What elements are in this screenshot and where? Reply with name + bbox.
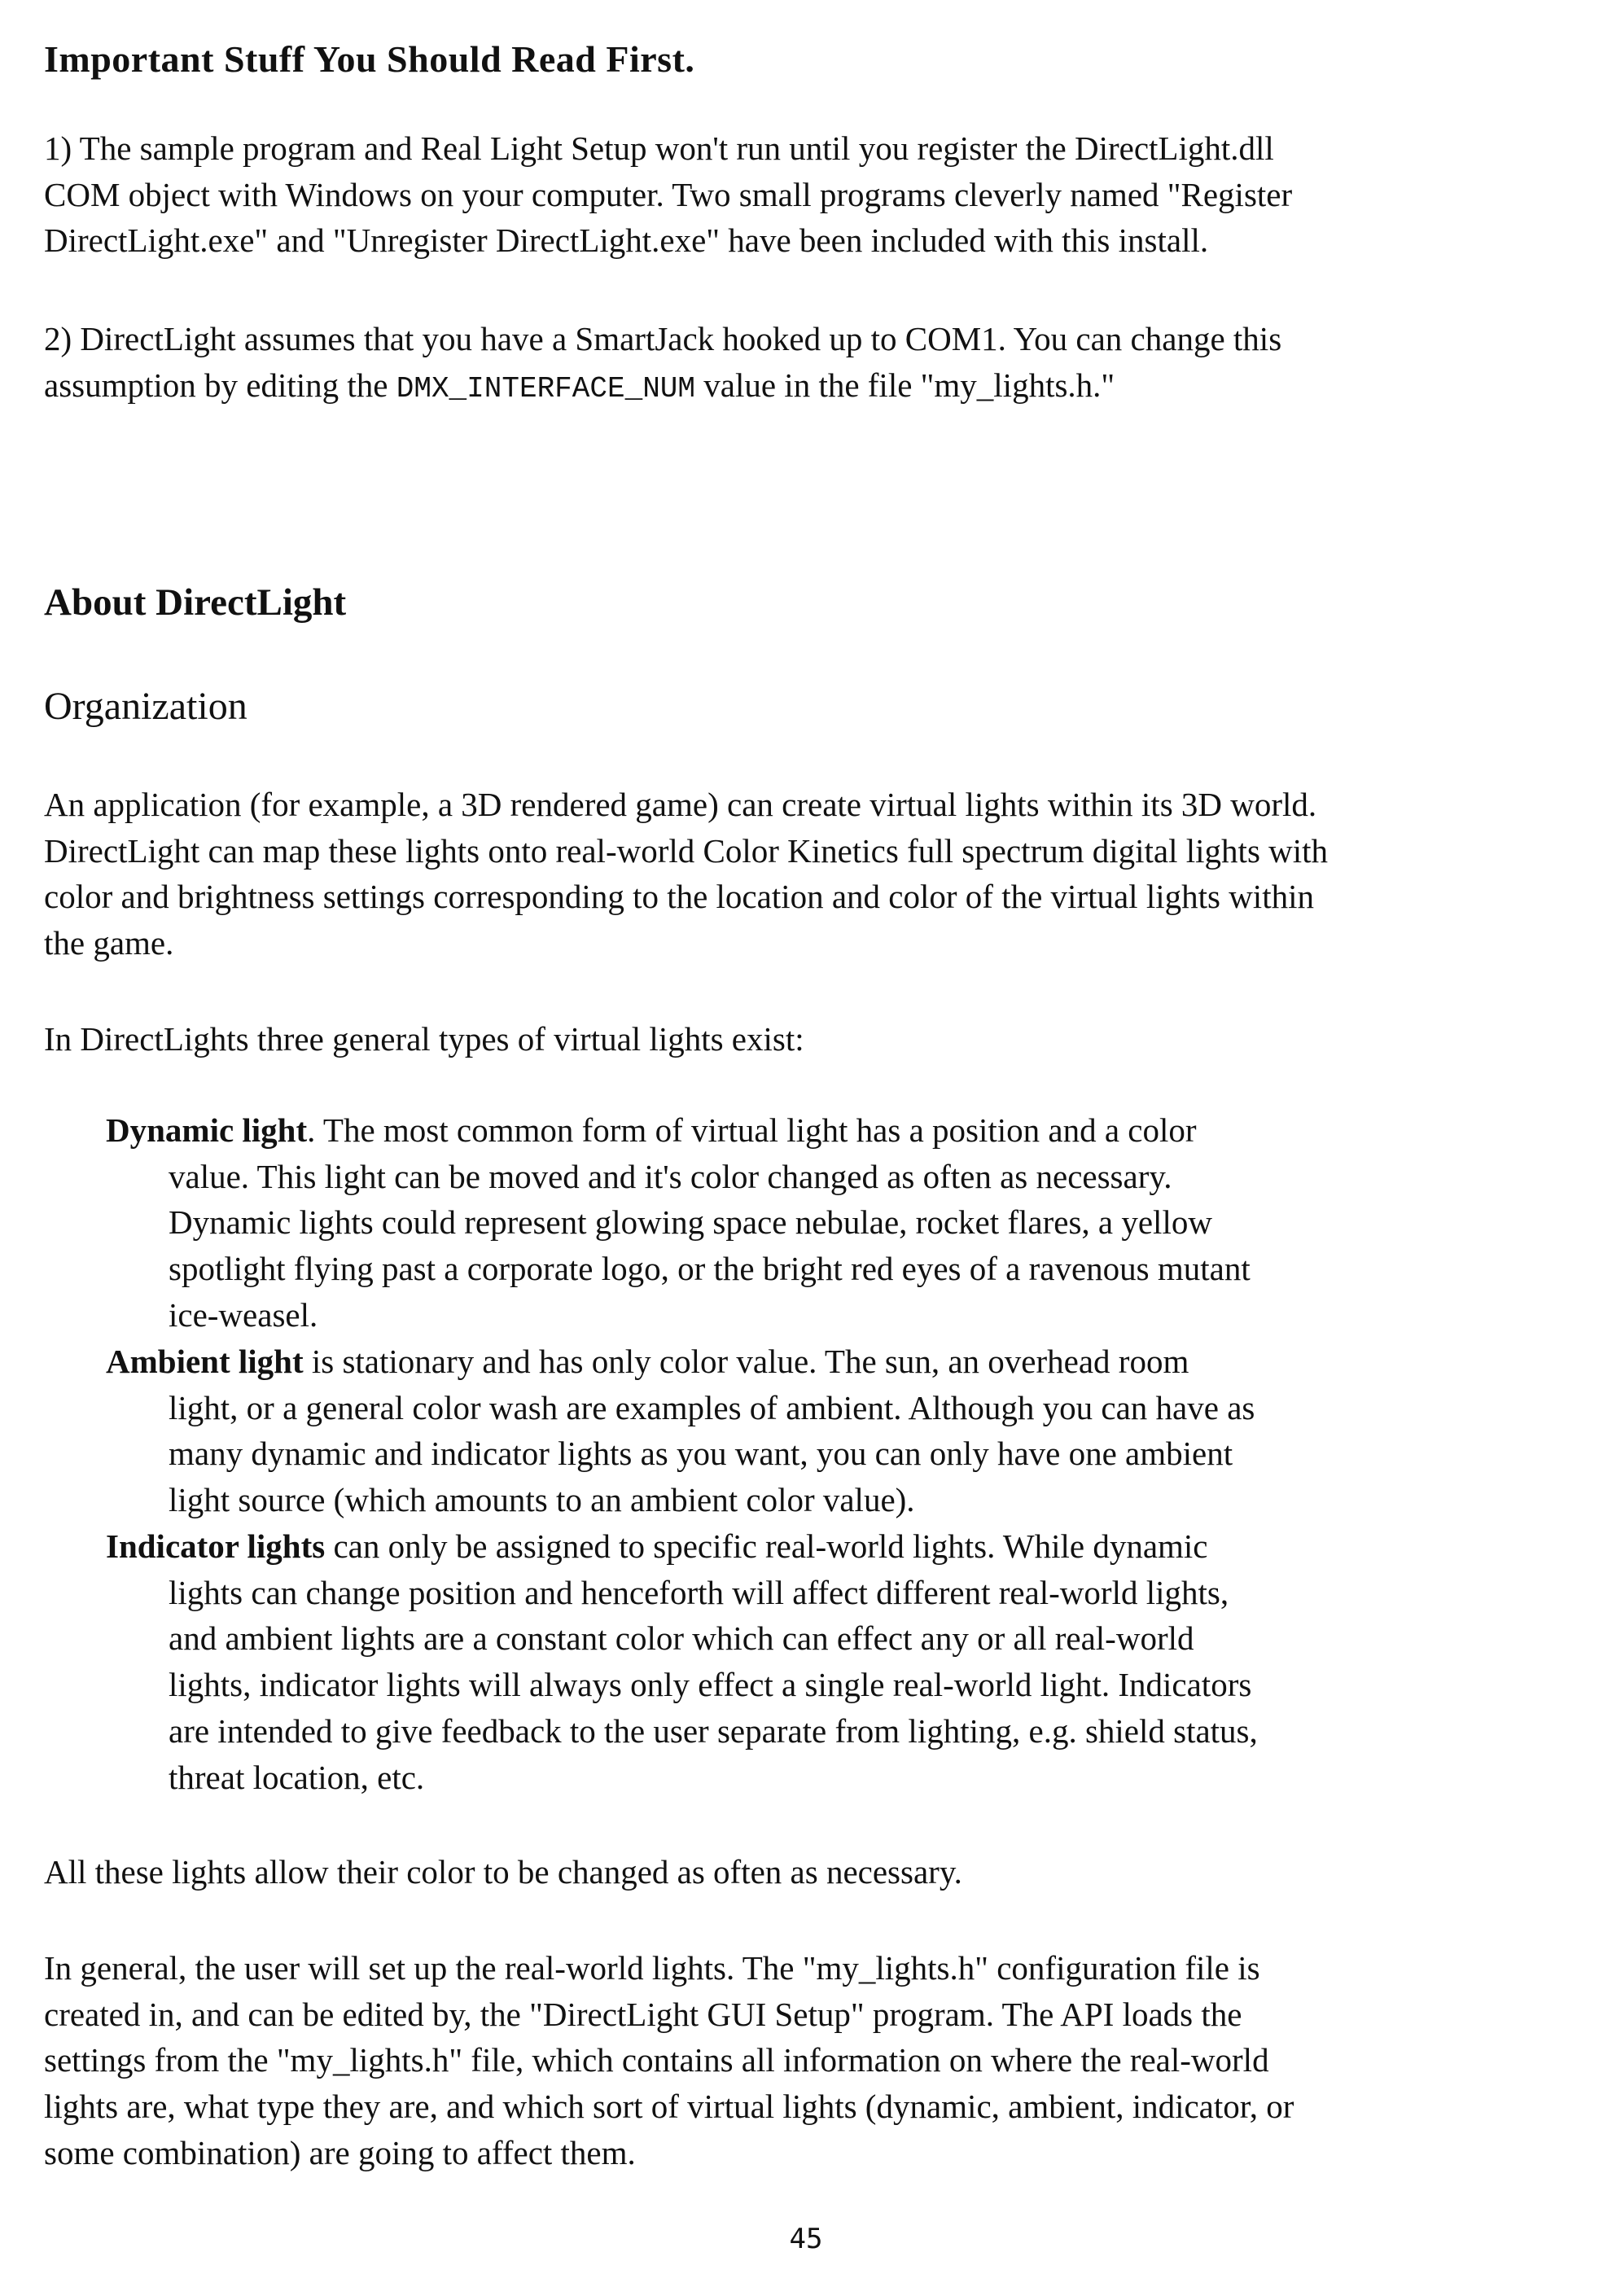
text-line bbox=[106, 1107, 1251, 1154]
text-line: In general, the user will set up the real-world lights. The "my_lights.h" configuration file is bbox=[44, 1945, 1294, 1991]
text-line: lights, indicator lights will always only effect a single real-world light. Indicators bbox=[106, 1662, 1258, 1708]
text-line: In DirectLights three general types of virtual lights exist: bbox=[44, 1016, 804, 1063]
about-heading: About DirectLight bbox=[44, 581, 346, 624]
important-paragraph-2 bbox=[44, 316, 1281, 412]
text-line: All these lights allow their color to be changed as often as necessary. bbox=[44, 1849, 962, 1895]
about-paragraph-1 bbox=[44, 782, 1328, 966]
about-paragraph-3 bbox=[44, 1849, 962, 1895]
text: assumption by editing the bbox=[44, 366, 396, 404]
text-line: COM object with Windows on your computer. Two small programs cleverly named "Register bbox=[44, 172, 1292, 218]
text-line: value. This light can be moved and it's color changed as often as necessary. bbox=[106, 1154, 1251, 1200]
organization-heading: Organization bbox=[44, 684, 247, 729]
text-line: are intended to give feedback to the user separate from lighting, e.g. shield status, bbox=[106, 1708, 1258, 1755]
text-line: lights can change position and henceforth will affect different real-world lights, bbox=[106, 1570, 1258, 1616]
text: can only be assigned to specific real-world lights. While dynamic bbox=[325, 1527, 1207, 1565]
definition-term: Ambient light bbox=[106, 1343, 304, 1380]
code-constant: DMX_INTERFACE_NUM bbox=[396, 372, 695, 405]
text-line: created in, and can be edited by, the "DirectLight GUI Setup" program. The API loads the bbox=[44, 1991, 1294, 2038]
text-line: DirectLight can map these lights onto real-world Color Kinetics full spectrum digital lights with bbox=[44, 828, 1328, 874]
definition-term: Indicator lights bbox=[106, 1527, 325, 1565]
text-line: light, or a general color wash are examples of ambient. Although you can have as bbox=[106, 1385, 1255, 1431]
about-heading-block bbox=[44, 581, 346, 624]
text-line: light source (which amounts to an ambient color value). bbox=[106, 1477, 1255, 1523]
definition-dynamic-light bbox=[106, 1107, 1251, 1339]
text-line: color and brightness settings corresponding to the location and color of the virtual lights within bbox=[44, 874, 1328, 920]
text-line: and ambient lights are a constant color which can effect any or all real-world bbox=[106, 1615, 1258, 1662]
important-heading-block bbox=[44, 37, 694, 81]
text-line bbox=[106, 1339, 1255, 1385]
text-line: Dynamic lights could represent glowing space nebulae, rocket flares, a yellow bbox=[106, 1199, 1251, 1246]
text-line: the game. bbox=[44, 920, 1328, 966]
definition-ambient-light bbox=[106, 1339, 1255, 1523]
important-paragraph-1 bbox=[44, 125, 1292, 264]
page-number: 45 bbox=[0, 2223, 1612, 2255]
text: . The most common form of virtual light has a position and a color bbox=[307, 1111, 1196, 1149]
text: is stationary and has only color value. The sun, an overhead room bbox=[304, 1343, 1189, 1380]
text-line: 1) The sample program and Real Light Setup won't run until you register the DirectLight.dll bbox=[44, 125, 1292, 172]
text-line: An application (for example, a 3D rendered game) can create virtual lights within its 3D world. bbox=[44, 782, 1328, 828]
text-line: lights are, what type they are, and which sort of virtual lights (dynamic, ambient, indicator, or bbox=[44, 2083, 1294, 2130]
text: value in the file "my_lights.h." bbox=[695, 366, 1115, 404]
important-heading: Important Stuff You Should Read First. bbox=[44, 37, 694, 81]
text-line bbox=[44, 362, 1281, 413]
text-line: threat location, etc. bbox=[106, 1755, 1258, 1801]
text-line: some combination) are going to affect them. bbox=[44, 2130, 1294, 2176]
text-line: many dynamic and indicator lights as you want, you can only have one ambient bbox=[106, 1431, 1255, 1477]
organization-heading-block bbox=[44, 684, 247, 729]
text-line: settings from the "my_lights.h" file, which contains all information on where the real-world bbox=[44, 2037, 1294, 2083]
text-line: ice-weasel. bbox=[106, 1292, 1251, 1339]
about-paragraph-4 bbox=[44, 1945, 1294, 2176]
about-paragraph-2 bbox=[44, 1016, 804, 1063]
definition-indicator-lights bbox=[106, 1523, 1258, 1800]
text-line: spotlight flying past a corporate logo, or the bright red eyes of a ravenous mutant bbox=[106, 1246, 1251, 1292]
text-line bbox=[106, 1523, 1258, 1570]
text-line: 2) DirectLight assumes that you have a SmartJack hooked up to COM1. You can change this bbox=[44, 316, 1281, 362]
definition-term: Dynamic light bbox=[106, 1111, 307, 1149]
text-line: DirectLight.exe" and "Unregister DirectLight.exe" have been included with this install. bbox=[44, 217, 1292, 264]
